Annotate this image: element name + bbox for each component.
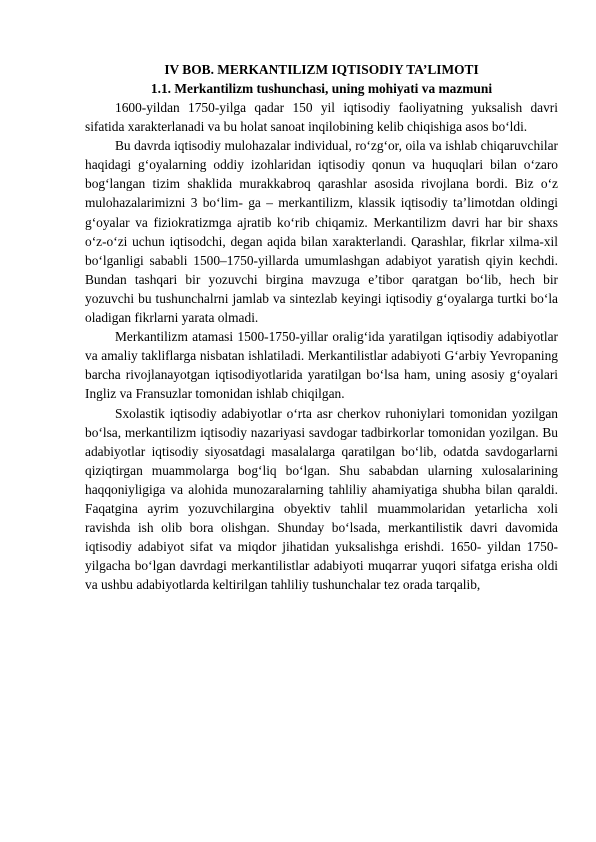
paragraph-2: Bu davrda iqtisodiy mulohazalar individual, ro‘zg‘or, oila va ishlab chiqaruvchilar haqidagi g‘oyalarning oddiy izohlaridan iqtisodiy qonun va huquqlari bilan o‘zaro bog‘langan tizim shaklida murakkabroq qarashlar asosida rivojlana bordi. Biz o‘z mulohazalarimizni 3 bo‘lim- ga – merkantilizm, klassik iqtisodiy ta’limotdan oldingi g‘oyalar va fiziokratizmga ajratib ko‘rib chiqamiz. Merkantilizm davri har bir shaxs o‘z-o‘zi uchun iqtisodchi, degan aqida bilan xarakterlandi. Qarashlar, fikrlar xilma-xil bo‘lganligi sababli 1500–1750-yillarda umumlashgan adabiyot yaratish qiyin kechdi. Bundan tashqari bir yozuvchi birgina mavzuga e’tibor qaratgan bo‘lib, hech bir yozuvchi bu tushunchalrni jamlab va sintezlab keyingi iqtisodiy g‘oyalarga turtki bo‘la oladigan fikrlarni yarata olmadi. — [85, 138, 558, 326]
paragraph-4: Sxolastik iqtisodiy adabiyotlar o‘rta asr cherkov ruhoniylari tomonidan yozilgan bo‘lsa, merkantilizm iqtisodiy nazariyasi savdogar tadbirkorlar tomonidan yozilgan. Bu adabiyotlar iqtisodiy siyosatdagi masalalarga qaratilgan bo‘lib, odatda savdogarlarni qiziqtirgan muammolarga bog‘liq bo‘lgan. Shu sababdan ularning xulosalarining haqqoniyligiga va alohida munozaralarning tahliliy ahamiyatiga shubha bilan qaraldi. Faqatgina ayrim yozuvchilargina obyektiv tahlil muammolaridan yetarlicha xoli ravishda ish olib bora olishgan. Shunday bo‘lsada, merkantilistik davri davomida iqtisodiy adabiyot sifat va miqdor jihatidan yuksalishga erishdi. 1650- yildan 1750- yilgacha bo‘lgan davrdagi merkantilistlar adabiyoti muqarrar yuqori sifatga erisha oldi va ushbu adabiyotlarda keltirilgan tahliliy tushunchalar tez orada tarqalib, — [85, 405, 558, 593]
chapter-title: IV BOB. MERKANTILIZM IQTISODIY TA’LIMOTI — [164, 62, 479, 77]
paragraph-1: 1600-yildan 1750-yilga qadar 150 yil iqtisodiy faoliyatning yuksalish davri sifatida xarakterlanadi va bu holat sanoat inqilobining kelib chiqishiga asos bo‘ldi. — [85, 100, 558, 135]
paragraph-3: Merkantilizm atamasi 1500-1750-yillar oralig‘ida yaratilgan iqtisodiy adabiyotlar va amaliy takliflarga nisbatan ishlatiladi. Merkantilistlar adabiyoti G‘arbiy Yevropaning barcha rivojlanayotgan iqtisodiyotlarida yaratilgan bo‘lsa ham, uning asosiy g‘oyalari Ingliz va Fransuzlar tomonidan ishlab chiqilgan. — [85, 329, 558, 402]
document-page — [85, 60, 558, 594]
section-title: 1.1. Merkantilizm tushunchasi, uning mohiyati va mazmuni — [150, 81, 493, 96]
